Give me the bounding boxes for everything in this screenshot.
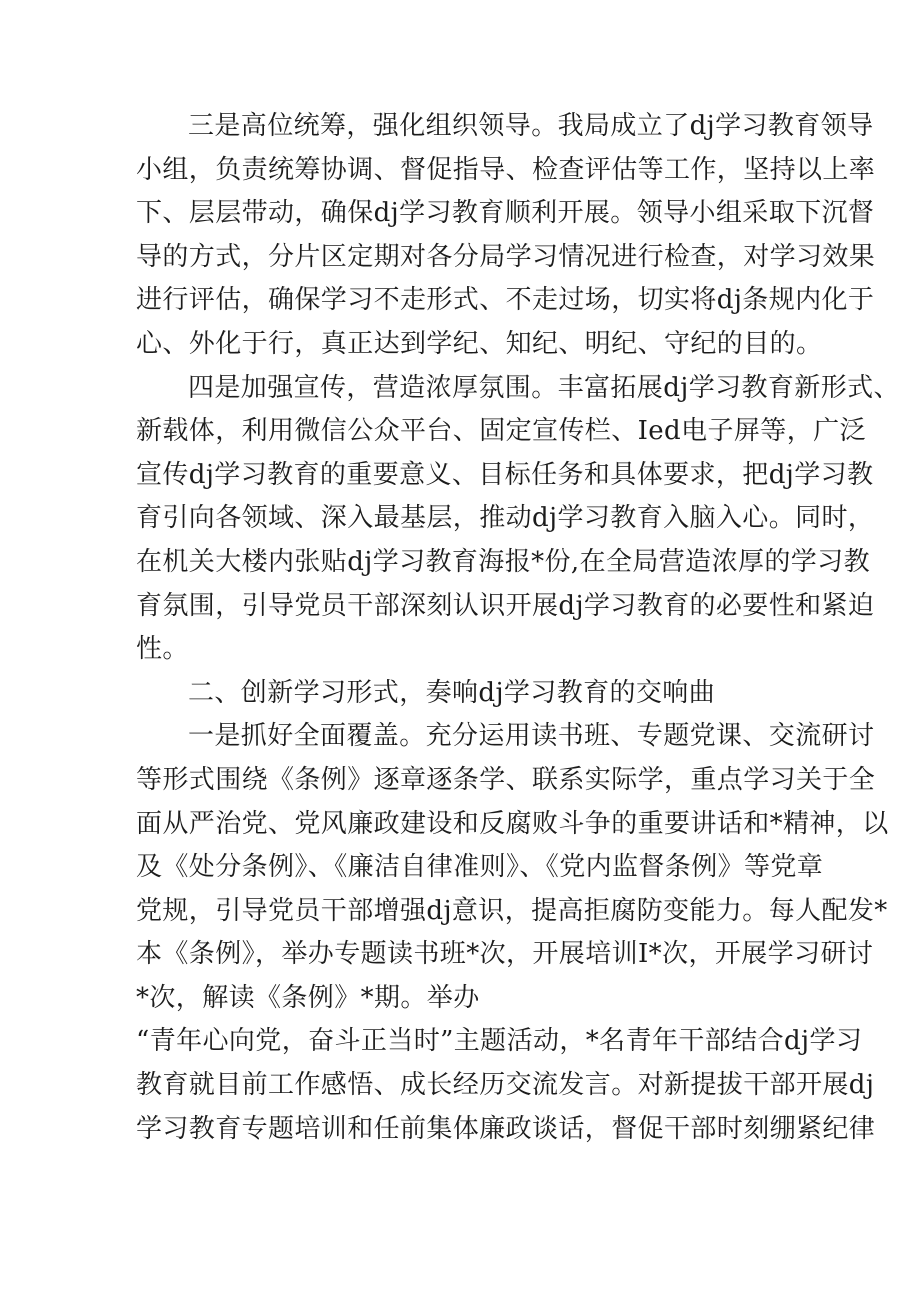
text-line: 进行评估，确保学习不走形式、不走过场，切实将dj条规内化于	[136, 285, 875, 316]
text-line: 心、外化于行，真正达到学纪、知纪、明纪、守纪的目的。	[136, 328, 823, 359]
text-line: 三是高位统筹，强化组织领导。我局成立了dj学习教育领导	[188, 111, 874, 141]
text-line: 育引向各领域、深入最基层，推动dj学习教育入脑入心。同时，	[136, 503, 875, 534]
document-body	[136, 105, 900, 1151]
text-line: “青年心向党，奋斗正当时”主题活动，*名青年干部结合dj学习	[136, 1026, 863, 1057]
text-line: 宣传dj学习教育的重要意义、目标任务和具体要求，把dj学习教	[136, 459, 874, 490]
section-heading: 二、创新学习形式，奏响dj学习教育的交响曲	[188, 677, 716, 708]
text-line: 下、层层带动，确保dj学习教育顺利开展。领导小组采取下沉督	[136, 198, 875, 229]
text-line: 及《处分条例》、《廉洁自律准则》、《党内监督条例》等党章	[136, 852, 824, 883]
text-line: *次，解读《条例》*期。举办	[136, 982, 480, 1013]
text-line: 教育就目前工作感悟、成长经历交流发言。对新提拔干部开展dj	[136, 1070, 875, 1101]
text-line: 四是加强宣传，营造浓厚氛围。丰富拓展dj学习教育新形式、	[188, 372, 900, 403]
text-line: 新载体，利用微信公众平台、固定宣传栏、Ied电子屏等，广泛	[136, 416, 866, 447]
text-line: 小组，负责统筹协调、督促指导、检查评估等工作，坚持以上率	[136, 154, 876, 185]
text-line: 在机关大楼内张贴dj学习教育海报*份,在全局营造浓厚的学习教	[136, 546, 870, 577]
text-line: 本《条例》，举办专题读书班*次，开展培训I*次，开展学习研讨	[136, 939, 874, 970]
text-line: 等形式围绕《条例》逐章逐条学、联系实际学，重点学习关于全	[136, 764, 876, 795]
text-line: 导的方式，分片区定期对各分局学习情况进行检查，对学习效果	[136, 241, 876, 272]
text-line: 党规，引导党员干部增强dj意识，提高拒腐防变能力。每人配发*	[136, 895, 888, 926]
text-line: 学习教育专题培训和任前集体廉政谈话，督促干部时刻绷紧纪律	[136, 1113, 876, 1144]
text-line: 性。	[136, 634, 189, 665]
text-line: 一是抓好全面覆盖。充分运用读书班、专题党课、交流研讨	[188, 721, 875, 752]
text-line: 面从严治党、党风廉政建设和反腐败斗争的重要讲话和*精神，以	[136, 808, 889, 839]
text-line: 育氛围，引导党员干部深刻认识开展dj学习教育的必要性和紧迫	[136, 590, 875, 621]
